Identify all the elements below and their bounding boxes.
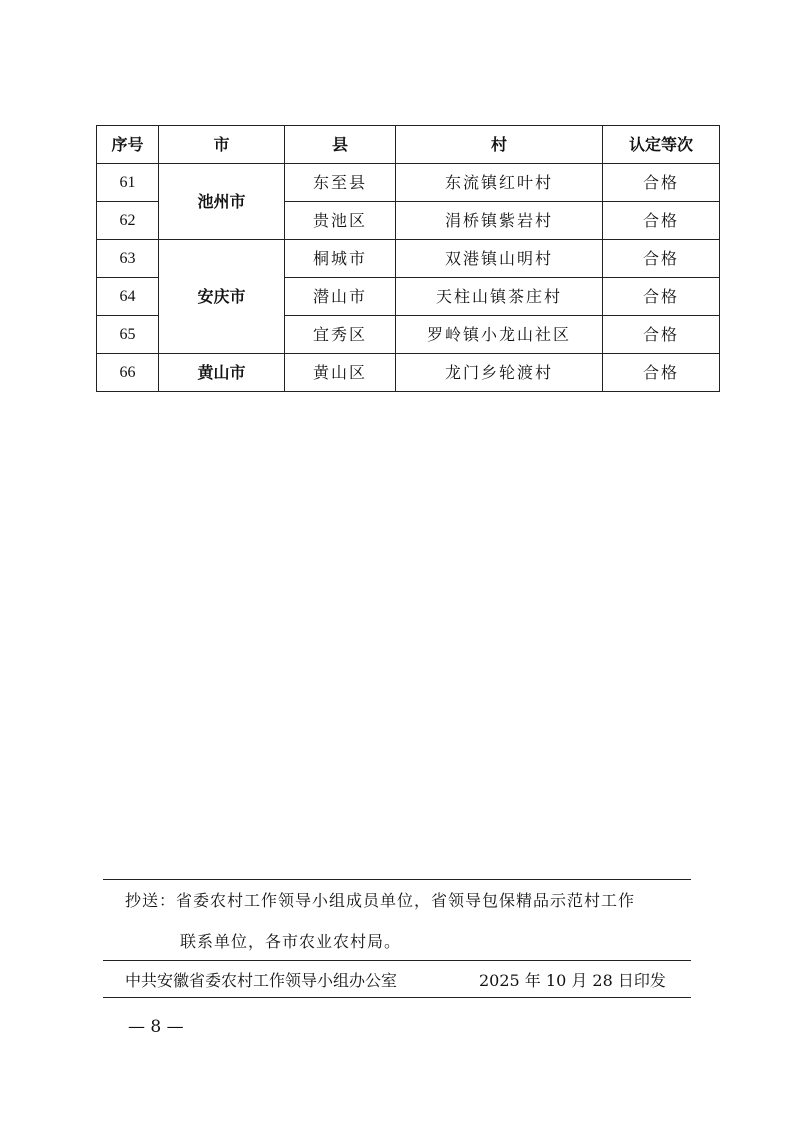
- cell-village: 东流镇红叶村: [396, 164, 603, 202]
- cell-serial: 65: [97, 316, 159, 354]
- cell-village: 龙门乡轮渡村: [396, 354, 603, 392]
- print-date: 2025 年 10 月 28 日印发: [479, 971, 666, 990]
- cell-village: 罗岭镇小龙山社区: [396, 316, 603, 354]
- cell-serial: 64: [97, 278, 159, 316]
- cell-serial: 61: [97, 164, 159, 202]
- cc-recipients-line2: 联系单位，各市农业农村局。: [180, 932, 402, 951]
- village-list-table: [96, 125, 720, 392]
- cell-county: 宜秀区: [285, 316, 396, 354]
- cell-grade: 合格: [603, 164, 720, 202]
- header-serial: 序号: [97, 126, 159, 164]
- cell-city: 池州市: [159, 164, 285, 240]
- cell-serial: 62: [97, 202, 159, 240]
- cell-grade: 合格: [603, 354, 720, 392]
- cell-grade: 合格: [603, 316, 720, 354]
- cell-grade: 合格: [603, 240, 720, 278]
- page-number: — 8 —: [128, 1017, 184, 1037]
- cell-county: 黄山区: [285, 354, 396, 392]
- header-county: 县: [285, 126, 396, 164]
- cell-grade: 合格: [603, 278, 720, 316]
- issuing-office: 中共安徽省委农村工作领导小组办公室: [125, 971, 398, 990]
- header-grade: 认定等次: [603, 126, 720, 164]
- cell-county: 桐城市: [285, 240, 396, 278]
- table-header-row: [97, 126, 720, 164]
- cell-county: 贵池区: [285, 202, 396, 240]
- cell-city: 安庆市: [159, 240, 285, 354]
- cell-village: 涓桥镇紫岩村: [396, 202, 603, 240]
- cell-village: 天柱山镇茶庄村: [396, 278, 603, 316]
- header-village: 村: [396, 126, 603, 164]
- cell-grade: 合格: [603, 202, 720, 240]
- cc-recipients-line1: 抄送：省委农村工作领导小组成员单位，省领导包保精品示范村工作: [125, 891, 636, 910]
- footer-rule-middle: [103, 960, 691, 961]
- cell-serial: 66: [97, 354, 159, 392]
- table-row: [97, 164, 720, 202]
- cell-village: 双港镇山明村: [396, 240, 603, 278]
- cell-county: 东至县: [285, 164, 396, 202]
- table-row: [97, 240, 720, 278]
- cell-city: 黄山市: [159, 354, 285, 392]
- cell-serial: 63: [97, 240, 159, 278]
- table-row: [97, 354, 720, 392]
- cell-county: 潜山市: [285, 278, 396, 316]
- footer-rule-bottom: [103, 997, 691, 998]
- footer-rule-top: [103, 879, 691, 880]
- header-city: 市: [159, 126, 285, 164]
